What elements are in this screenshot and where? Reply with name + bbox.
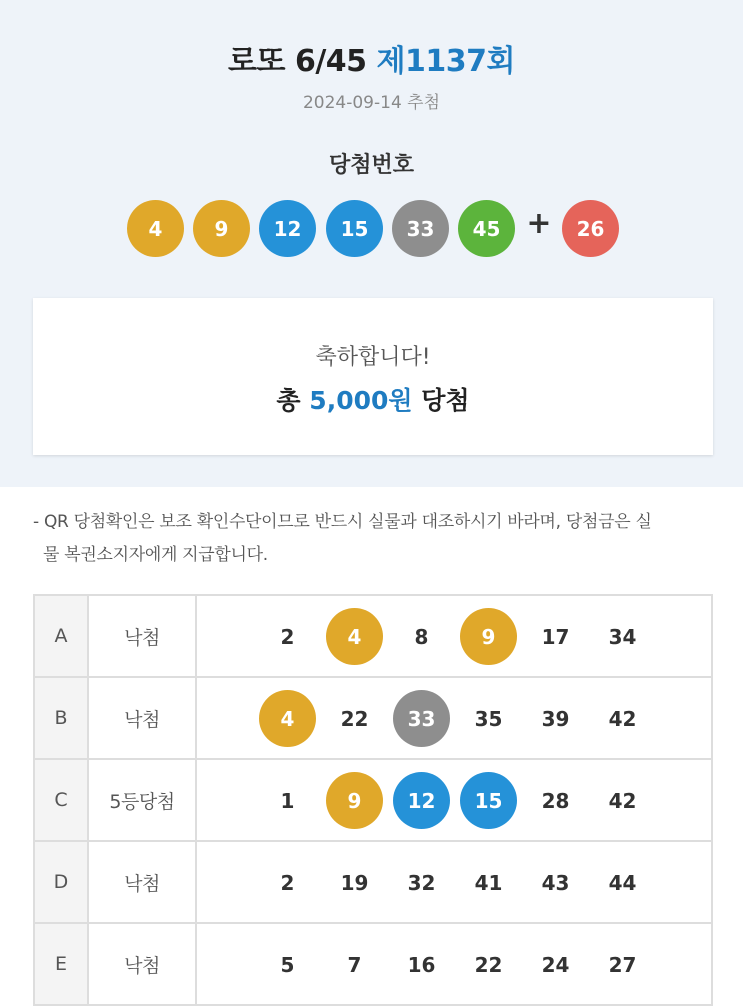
matched-number-ball: 4 bbox=[259, 690, 316, 747]
lotto-name: 로또 6/45 bbox=[228, 44, 367, 79]
game-number: 42 bbox=[608, 788, 637, 813]
game-letter: A bbox=[35, 596, 89, 676]
game-number: 2 bbox=[280, 870, 295, 895]
matched-number-ball: 12 bbox=[393, 772, 450, 829]
game-number: 22 bbox=[474, 952, 503, 977]
bonus-ball: 26 bbox=[562, 200, 619, 257]
game-number: 28 bbox=[541, 788, 570, 813]
game-status: 낙첨 bbox=[89, 678, 197, 758]
game-row-a bbox=[35, 596, 711, 678]
game-status: 5등당첨 bbox=[89, 760, 197, 840]
game-row-c bbox=[35, 760, 711, 842]
matched-number-ball: 9 bbox=[326, 772, 383, 829]
game-number: 5 bbox=[280, 952, 295, 977]
game-row-b bbox=[35, 678, 711, 760]
game-number: 43 bbox=[541, 870, 570, 895]
qr-notice bbox=[33, 506, 713, 572]
winning-ball: 9 bbox=[193, 200, 250, 257]
game-row-d bbox=[35, 842, 711, 924]
game-number: 8 bbox=[414, 624, 429, 649]
game-status: 낙첨 bbox=[89, 924, 197, 1004]
draw-summary-panel bbox=[0, 0, 743, 487]
game-number: 32 bbox=[407, 870, 436, 895]
game-letter: E bbox=[35, 924, 89, 1004]
plus-sign: + bbox=[526, 206, 552, 241]
winning-ball: 33 bbox=[392, 200, 449, 257]
congrats-message: 축하합니다! bbox=[315, 345, 431, 370]
game-row-e bbox=[35, 924, 711, 1006]
winning-ball: 45 bbox=[458, 200, 515, 257]
prize-prefix: 총 bbox=[276, 386, 301, 415]
game-number: 16 bbox=[407, 952, 436, 977]
games-table bbox=[33, 594, 713, 1006]
game-status: 낙첨 bbox=[89, 842, 197, 922]
notice-line-2: 물 복권소지자에게 지급합니다. bbox=[43, 545, 268, 565]
matched-number-ball: 33 bbox=[393, 690, 450, 747]
game-number: 44 bbox=[608, 870, 637, 895]
draw-date: 2024-09-14 추첨 bbox=[302, 93, 441, 113]
matched-number-ball: 15 bbox=[460, 772, 517, 829]
game-number: 2 bbox=[280, 624, 295, 649]
game-number: 7 bbox=[347, 952, 362, 977]
prize-suffix: 당첨 bbox=[421, 386, 470, 415]
game-number: 22 bbox=[340, 706, 369, 731]
round-number: 제1137회 bbox=[376, 44, 515, 79]
winning-numbers-label: 당첨번호 bbox=[328, 153, 414, 178]
notice-line-1: - QR 당첨확인은 보조 확인수단이므로 반드시 실물과 대조하시기 바라며, 당첨금은 실 bbox=[33, 512, 652, 532]
game-number: 39 bbox=[541, 706, 570, 731]
game-letter: D bbox=[35, 842, 89, 922]
winning-ball: 12 bbox=[259, 200, 316, 257]
game-status: 낙첨 bbox=[89, 596, 197, 676]
game-number: 24 bbox=[541, 952, 570, 977]
winning-ball: 15 bbox=[326, 200, 383, 257]
game-letter: B bbox=[35, 678, 89, 758]
matched-number-ball: 9 bbox=[460, 608, 517, 665]
game-number: 35 bbox=[474, 706, 503, 731]
game-letter: C bbox=[35, 760, 89, 840]
game-number: 1 bbox=[280, 788, 295, 813]
game-number: 34 bbox=[608, 624, 637, 649]
game-number: 42 bbox=[608, 706, 637, 731]
prize-total bbox=[33, 381, 713, 417]
winning-ball: 4 bbox=[127, 200, 184, 257]
game-number: 19 bbox=[340, 870, 369, 895]
game-number: 27 bbox=[608, 952, 637, 977]
result-card bbox=[33, 298, 713, 455]
prize-amount: 5,000원 bbox=[309, 386, 413, 415]
game-number: 41 bbox=[474, 870, 503, 895]
matched-number-ball: 4 bbox=[326, 608, 383, 665]
game-number: 17 bbox=[541, 624, 570, 649]
page-title bbox=[0, 36, 743, 80]
